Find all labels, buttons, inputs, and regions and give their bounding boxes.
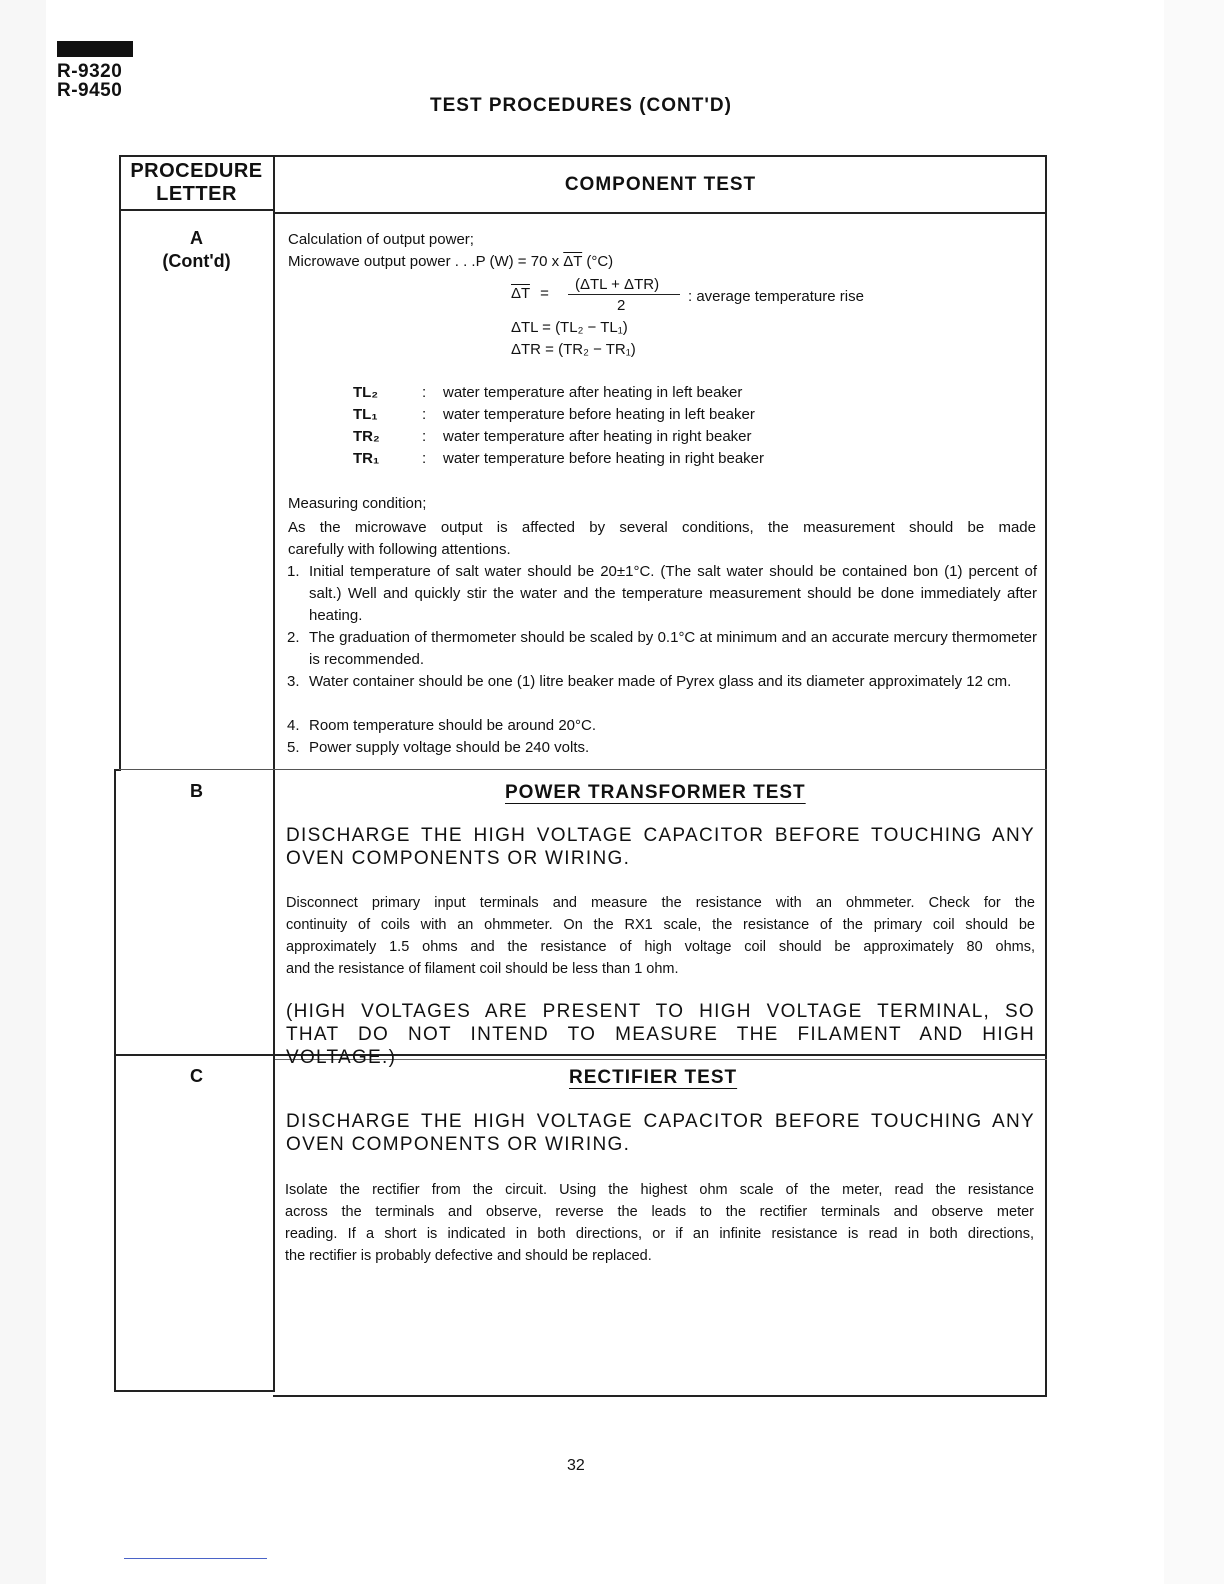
delta-tr-formula: ΔTR = (TR₂ − TR₁): [511, 341, 636, 358]
header-left-line-2: LETTER: [156, 183, 237, 205]
condition-item: [287, 737, 1037, 759]
measuring-conditions-list: [287, 561, 1037, 759]
condition-text: The graduation of thermometer should be scaled by 0.1°C at minimum and an accurate mercury thermometer is recommended.: [309, 629, 1037, 668]
procedure-letter-a: [120, 228, 273, 272]
condition-number: 1.: [287, 563, 300, 580]
condition-text: Initial temperature of salt water should be 20±1°C. (The salt water should be contained bon (1) percent of salt.) Well and quickly stir the water and the temperature measurement should be done immediately after heating.: [309, 563, 1037, 624]
condition-number: 2.: [287, 629, 300, 646]
definition-colon: :: [422, 406, 427, 423]
condition-item: [287, 627, 1037, 671]
power-formula-suffix: (°C): [582, 253, 614, 270]
high-voltage-caution: [286, 1000, 1035, 1069]
scan-left-margin: [0, 0, 46, 1584]
instruction-line: and the resistance of filament coil should be less than 1 ohm.: [286, 961, 679, 977]
letter-a: A: [190, 228, 203, 248]
discharge-warning-b: [286, 824, 1035, 870]
condition-number: 3.: [287, 673, 300, 690]
definition-symbol: TL₂: [353, 384, 378, 401]
rectifier-test-title: RECTIFIER TEST: [569, 1067, 738, 1088]
avg-delta-t: [511, 285, 549, 302]
warning-line-1: DISCHARGE THE HIGH VOLTAGE CAPACITOR BEFORE TOUCHING ANY: [286, 1111, 1035, 1132]
discharge-warning-c: [286, 1110, 1035, 1156]
procedure-letter-c: C: [190, 1066, 203, 1086]
condition-text: Room temperature should be around 20°C.: [309, 717, 596, 734]
warning-line-2: OVEN COMPONENTS OR WIRING.: [286, 848, 631, 869]
definition-symbol: TR₁: [353, 450, 380, 467]
bottom-rule: [124, 1558, 267, 1559]
definition-colon: :: [422, 450, 427, 467]
rectifier-test-instructions: [285, 1179, 1034, 1267]
procedure-letter-header: [120, 157, 273, 209]
power-formula: [288, 253, 613, 270]
avg-delta-t-equals: =: [540, 285, 549, 302]
definition-symbol: TL₁: [353, 406, 378, 423]
instruction-line: Isolate the rectifier from the circuit. Using the highest ohm scale of the meter, read the resistance: [285, 1182, 1034, 1198]
definition-text: water temperature after heating in left beaker: [443, 384, 743, 401]
delta-tl-formula: ΔTL = (TL₂ − TL₁): [511, 319, 628, 336]
avg-denominator: 2: [617, 297, 626, 314]
definition-colon: :: [422, 384, 427, 401]
condition-number: 4.: [287, 717, 300, 734]
calculation-line: Calculation of output power;: [288, 231, 474, 248]
power-formula-prefix: Microwave output power . . .P (W) = 70 x: [288, 253, 564, 270]
measuring-intro: [288, 517, 1036, 561]
caution-line-1: (HIGH VOLTAGES ARE PRESENT TO HIGH VOLTAGE TERMINAL, SO: [286, 1001, 1035, 1022]
measuring-intro-line-1: As the microwave output is affected by several conditions, the measurement should be made: [288, 519, 1036, 536]
warning-line-1: DISCHARGE THE HIGH VOLTAGE CAPACITOR BEFORE TOUCHING ANY: [286, 825, 1035, 846]
avg-delta-t-symbol: $\overline{\Delta T}$: [511, 285, 530, 302]
header-left-line-1: PROCEDURE: [130, 160, 263, 182]
model-number-1: R-9320: [57, 61, 123, 82]
letter-a-cont: (Cont'd): [162, 251, 231, 271]
condition-item: [287, 715, 1037, 737]
fraction-line: [568, 294, 680, 295]
definition-text: water temperature before heating in left beaker: [443, 406, 755, 423]
component-test-header: COMPONENT TEST: [564, 173, 757, 195]
scan-right-margin: [1164, 0, 1224, 1584]
transformer-test-instructions: [286, 892, 1035, 980]
power-formula-delta-t: $\overline{\Delta T}$: [563, 253, 583, 270]
warning-line-2: OVEN COMPONENTS OR WIRING.: [286, 1134, 631, 1155]
instruction-line: across the terminals and observe, reverse the leads to the rectifier terminals and observe meter: [285, 1204, 1034, 1220]
header-black-bar: [57, 41, 133, 57]
measuring-condition-title: Measuring condition;: [288, 495, 427, 512]
condition-item: [287, 671, 1037, 715]
condition-text: Power supply voltage should be 240 volts.: [309, 739, 590, 756]
definition-colon: :: [422, 428, 427, 445]
measuring-intro-line-2: carefully with following attentions.: [288, 541, 511, 558]
caution-line-2: THAT DO NOT INTEND TO MEASURE THE FILAMENT AND HIGH VOLTAGE.): [286, 1024, 1035, 1068]
definition-text: water temperature after heating in right beaker: [443, 428, 752, 445]
power-transformer-test-title: POWER TRANSFORMER TEST: [505, 782, 806, 803]
procedure-letter-b: B: [190, 781, 203, 801]
instruction-line: Disconnect primary input terminals and measure the resistance with an ohmmeter. Check for the: [286, 895, 1035, 911]
page-title: TEST PROCEDURES (CONT'D): [430, 95, 732, 116]
instruction-line: approximately 1.5 ohms and the resistance of high voltage coil should be approximately 80 ohms,: [286, 939, 1035, 955]
instruction-line: continuity of coils with an ohmmeter. On the RX1 scale, the resistance of the primary coil should be: [286, 917, 1035, 933]
avg-numerator: (ΔTL + ΔTR): [575, 276, 660, 293]
avg-description: : average temperature rise: [688, 288, 864, 305]
condition-number: 5.: [287, 739, 300, 756]
instruction-line: the rectifier is probably defective and should be replaced.: [285, 1248, 652, 1264]
model-number-2: R-9450: [57, 80, 123, 101]
definition-symbol: TR₂: [353, 428, 380, 445]
page-number: 32: [567, 1457, 585, 1474]
condition-item: [287, 561, 1037, 627]
instruction-line: reading. If a short is indicated in both directions, or if an infinite resistance is read in both directions,: [285, 1226, 1034, 1242]
definition-text: water temperature before heating in right beaker: [443, 450, 765, 467]
condition-text: Water container should be one (1) litre beaker made of Pyrex glass and its diameter approximately 12 cm.: [309, 673, 1012, 690]
